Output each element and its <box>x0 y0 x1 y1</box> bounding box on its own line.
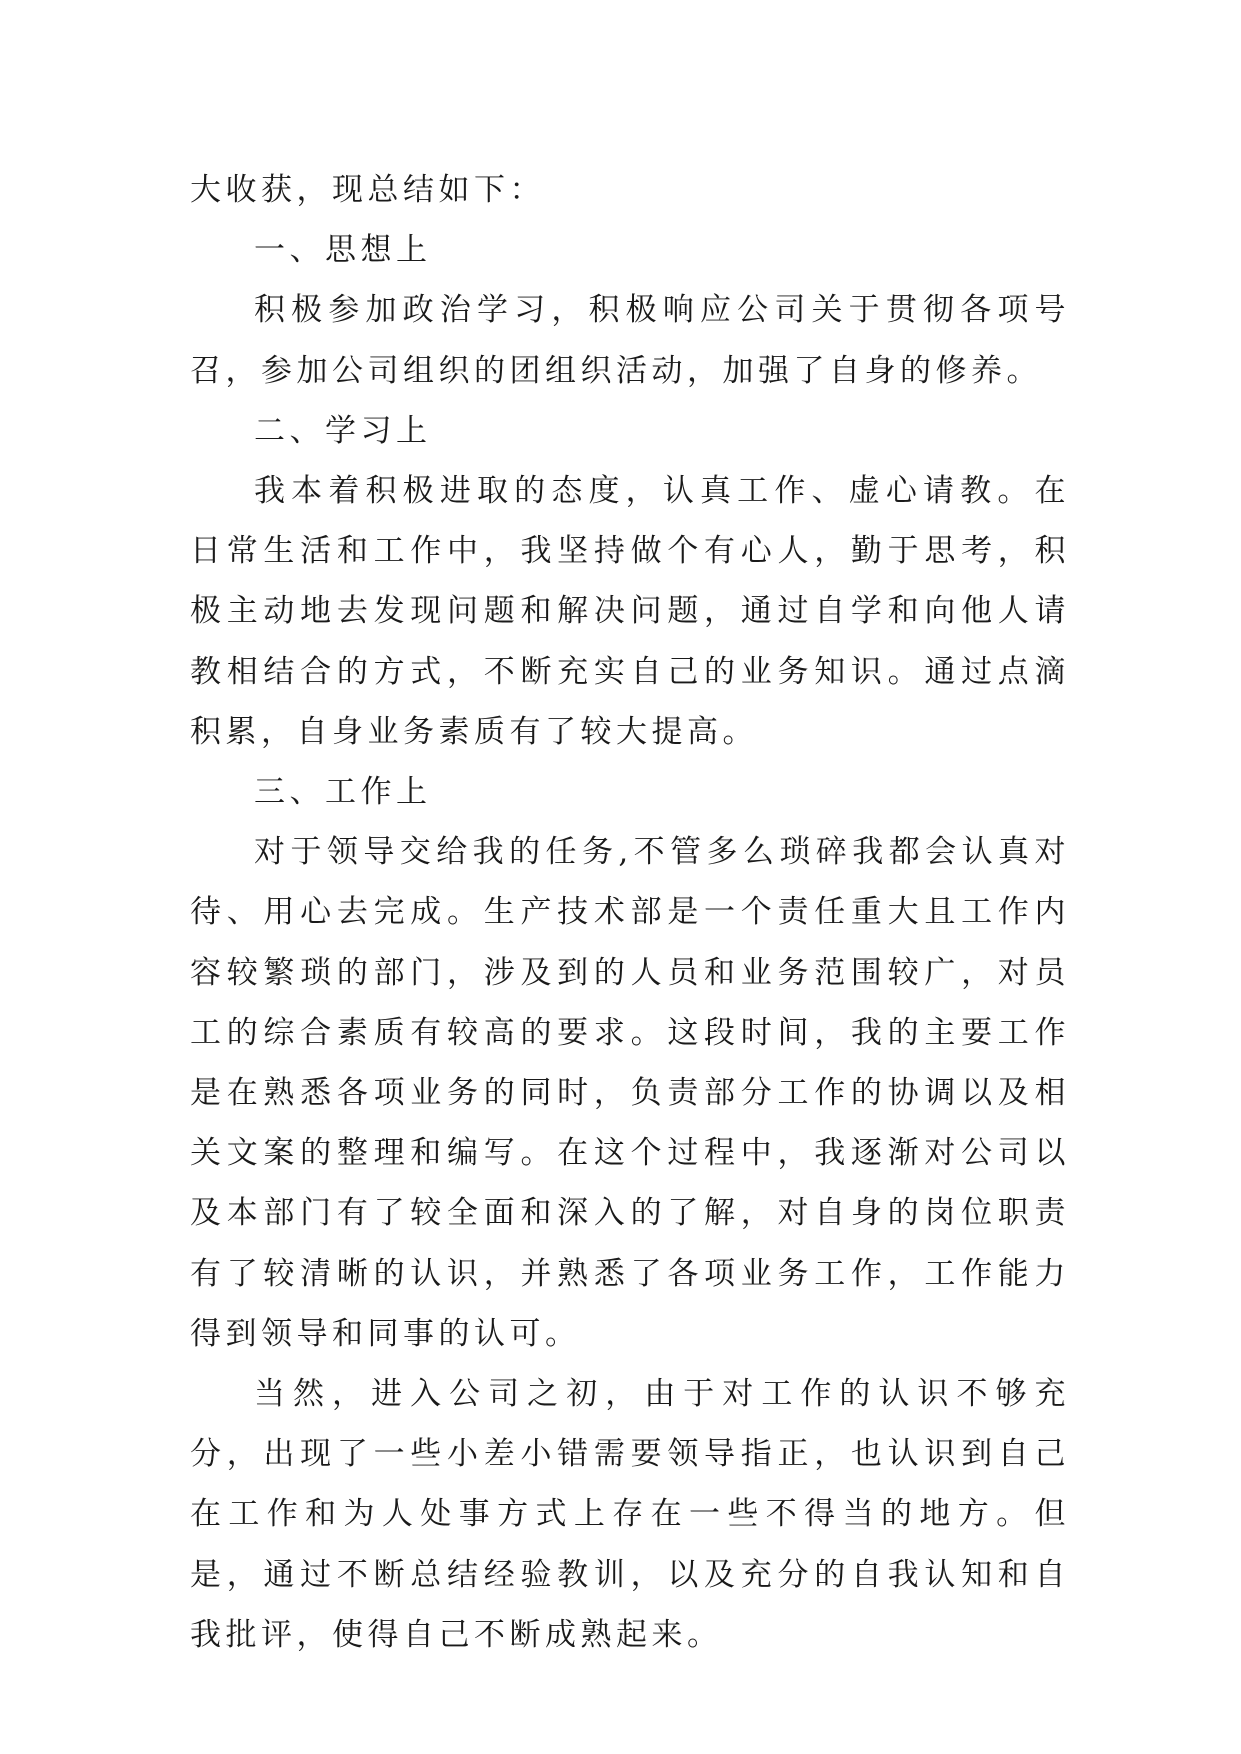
heading-work: 三、工作上 <box>254 774 432 811</box>
document-body <box>190 160 1070 1665</box>
heading-study: 二、学习上 <box>254 412 432 449</box>
heading-ideology: 一、思想上 <box>254 232 432 269</box>
paragraph-work: 对于领导交给我的任务,不管多么琐碎我都会认真对待、用心去完成。生产技术部是一个责任重大且工作内容较繁琐的部门，涉及到的人员和业务范围较广，对员工的综合素质有较高的要求。这段时间，我的主要工作是在熟悉各项业务的同时，负责部分工作的协调以及相关文案的整理和编写。在这个过程中，我逐渐对公司以及本部门有了较全面和深入的了解，对自身的岗位职责有了较清晰的认识，并熟悉了各项业务工作，工作能力得到领导和同事的认可。 <box>190 834 1070 1352</box>
paragraph-ideology: 积极参加政治学习，积极响应公司关于贯彻各项号召，参加公司组织的团组织活动，加强了自身的修养。 <box>190 292 1070 389</box>
paragraph-intro: 大收获，现总结如下： <box>190 172 545 208</box>
paragraph-reflection: 当然，进入公司之初，由于对工作的认识不够充分，出现了一些小差小错需要领导指正，也认识到自己在工作和为人处事方式上存在一些不得当的地方。但是，通过不断总结经验教训，以及充分的自我认知和自我批评，使得自己不断成熟起来。 <box>190 1376 1070 1653</box>
paragraph-study: 我本着积极进取的态度，认真工作、虚心请教。在日常生活和工作中，我坚持做个有心人，勤于思考，积极主动地去发现问题和解决问题，通过自学和向他人请教相结合的方式，不断充实自己的业务知识。通过点滴积累，自身业务素质有了较大提高。 <box>190 473 1070 750</box>
